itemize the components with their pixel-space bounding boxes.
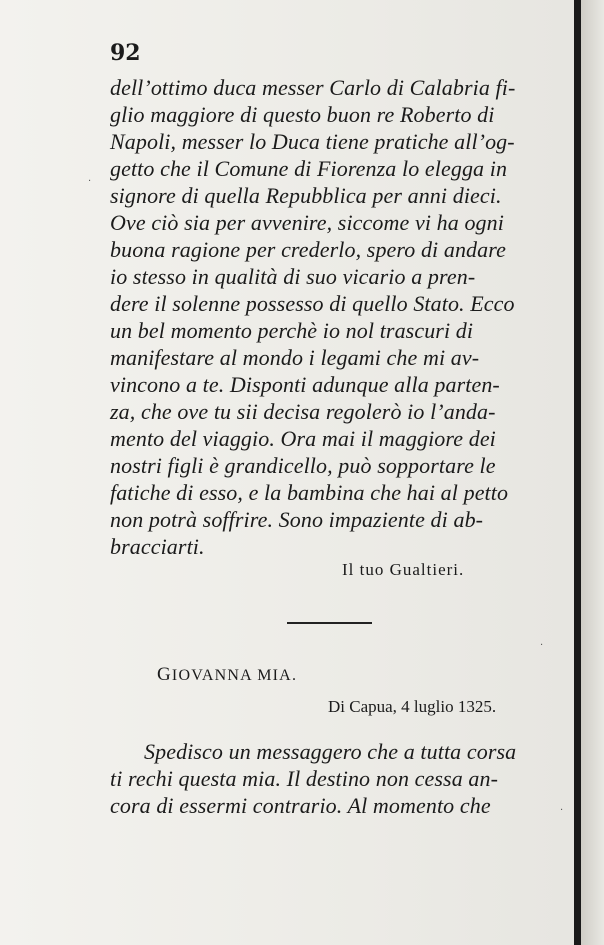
- scan-speck: ·: [88, 176, 92, 187]
- book-gutter-shadow: [581, 0, 604, 945]
- letter-line: getto che il Comune di Fiorenza lo elegga in: [110, 156, 508, 181]
- letter-line: manifestare al mondo i legami che mi av-: [110, 345, 480, 370]
- letter-line: za, che ove tu sii decisa regolerò io l’anda-: [110, 399, 496, 424]
- letter-line: buona ragione per crederlo, spero di andare: [110, 237, 506, 262]
- letter-line: cora di essermi contrario. Al momento che: [110, 793, 491, 818]
- letter-line: bracciarti.: [110, 534, 205, 559]
- salutation-text: IOVANNA MIA.: [171, 667, 298, 684]
- scan-speck: ·: [540, 640, 544, 651]
- page-number: 92: [110, 40, 141, 66]
- scan-speck: ·: [560, 805, 564, 816]
- letter-line: signore di quella Repubblica per anni dieci.: [110, 183, 502, 208]
- letter-line: non potrà soffrire. Sono impaziente di ab-: [110, 507, 484, 532]
- signature: Il tuo Gualtieri.: [342, 560, 465, 579]
- letter-line: dere il solenne possesso di quello Stato. Ecco: [110, 291, 515, 316]
- letter-line: glio maggiore di questo buon re Roberto di: [110, 102, 495, 127]
- letter-line: fatiche di esso, e la bambina che hai al petto: [110, 480, 509, 505]
- letter-line: nostri figli è grandicello, può sopportare le: [110, 453, 496, 478]
- dateline: Di Capua, 4 luglio 1325.: [328, 697, 497, 716]
- letter-line: un bel momento perchè io nol trascuri di: [110, 318, 474, 343]
- section-divider: [287, 622, 372, 624]
- salutation: [157, 664, 297, 686]
- letter-line: ti rechi questa mia. Il destino non cessa an-: [110, 766, 499, 791]
- letter-line: Spedisco un messaggero che a tutta corsa: [144, 739, 517, 764]
- salutation-initial: G: [157, 664, 172, 685]
- letter-line: Napoli, messer lo Duca tiene pratiche all’og-: [110, 129, 515, 154]
- letter-line: io stesso in qualità di suo vicario a pren-: [110, 264, 476, 289]
- letter-line: Ove ciò sia per avvenire, siccome vi ha ogni: [110, 210, 504, 235]
- letter-line: dell’ottimo duca messer Carlo di Calabria fi-: [110, 75, 516, 100]
- letter-line: mento del viaggio. Ora mai il maggiore dei: [110, 426, 496, 451]
- letter-line: vincono a te. Disponti adunque alla parten-: [110, 372, 500, 397]
- book-spine-edge: [574, 0, 581, 945]
